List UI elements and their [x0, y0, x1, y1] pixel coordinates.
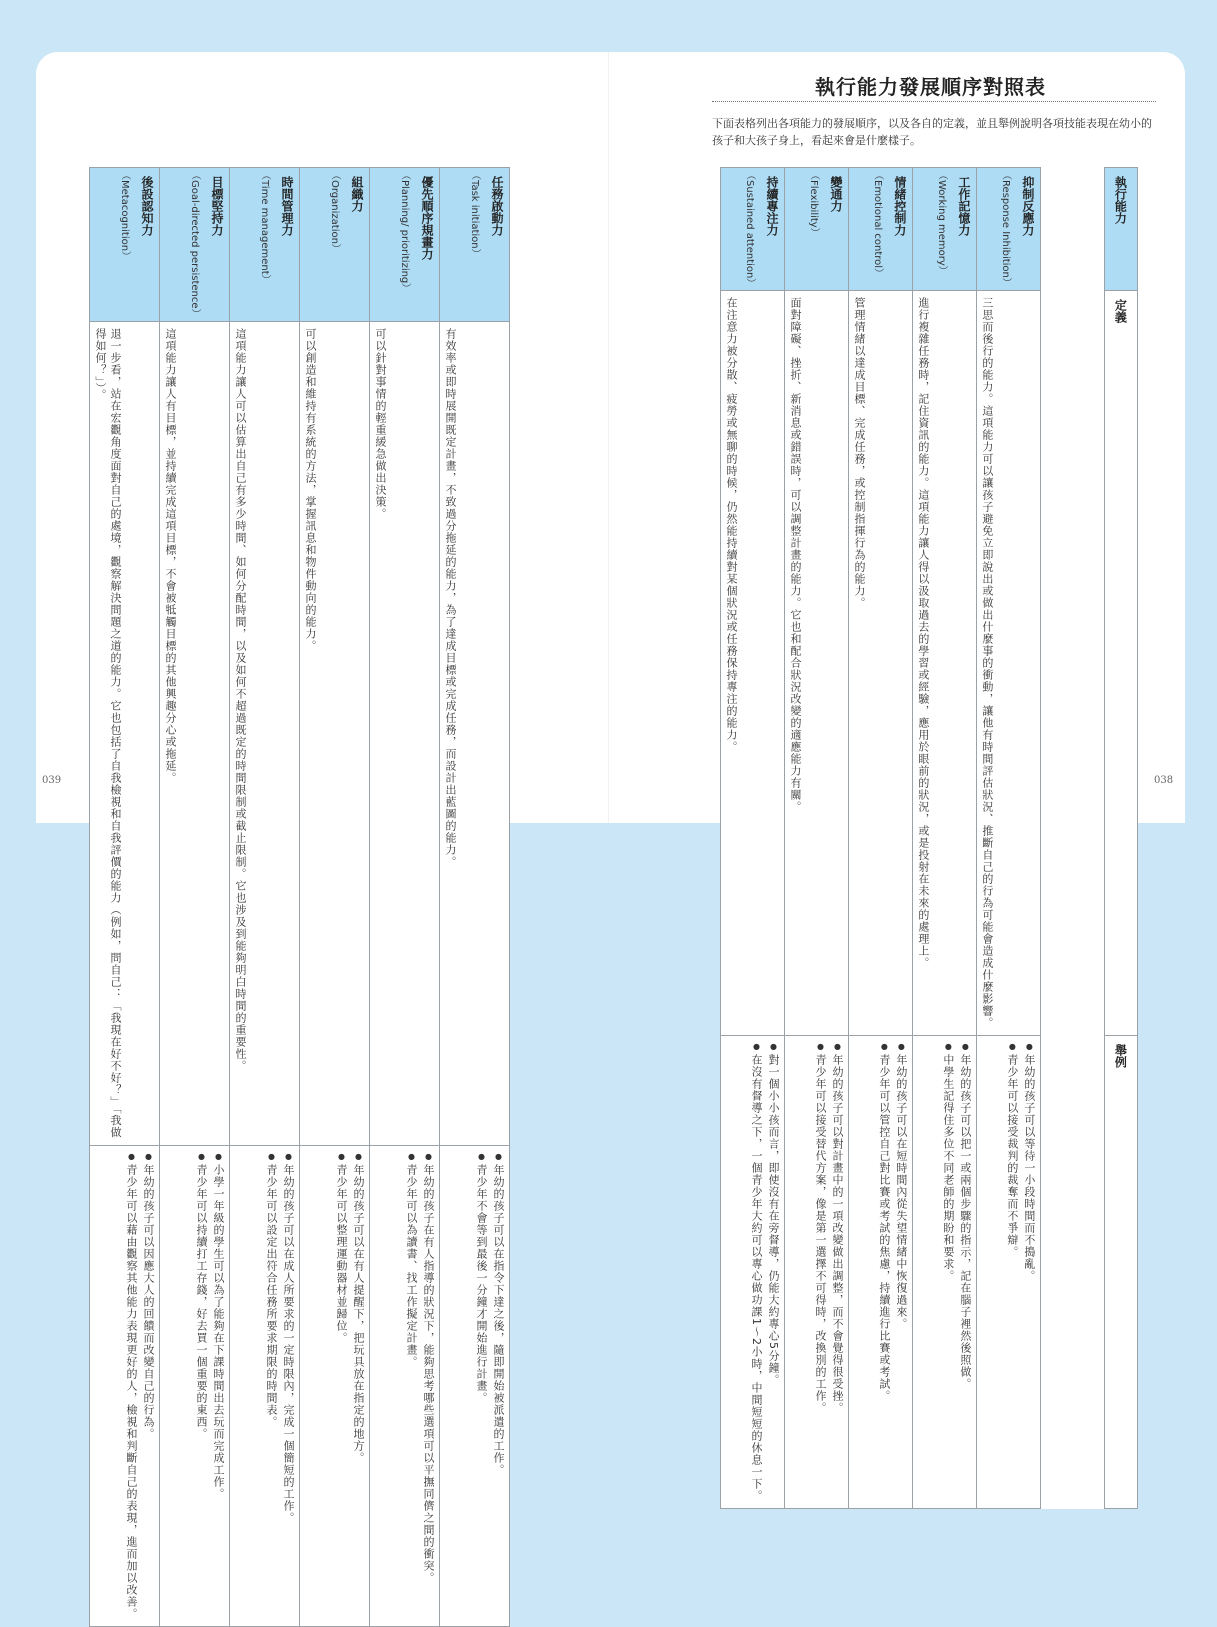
- right-example-1: [912, 1036, 976, 1509]
- right-skill-cell-1: 工作記憶力 （Working memory）: [912, 168, 976, 291]
- definition-line: 候，仍然能持續對某個狀況或任務保: [725, 477, 738, 669]
- left-example-1: [370, 1145, 440, 1626]
- example-item: ● 青少年可以為讀書、找工作擬定計畫。: [404, 1152, 419, 1584]
- page-number-right: 038: [1154, 775, 1173, 786]
- left-skill-cell-1: 優先順序規畫力 （Planning/ prioritizing）: [370, 168, 440, 322]
- right-example-0: [976, 1036, 1040, 1509]
- definition-line: 可以針對事情的輕重緩急做出決策。: [374, 328, 387, 520]
- definition-line: 訊息和物件動向的能力。: [304, 520, 317, 652]
- definition-line: 好？」「我做得如何？」）。: [94, 328, 122, 1139]
- definition-line: 過既定的時間限制或截止限制。它也: [234, 712, 247, 904]
- left-definition-1: [370, 321, 440, 1145]
- definition-line: 任務，而設計出藍圖的能力。: [444, 712, 457, 868]
- example-item: ● 年幼的孩子可以在短時間內從失望情緒中恢復過來。: [894, 1042, 909, 1402]
- right-skill-cell-2: 情緒控制力 （Emotional control）: [848, 168, 912, 291]
- example-item: ● 青少年可以持續打工存錢，好去買一個重要的東西。: [194, 1152, 209, 1500]
- example-item: ● 年幼的孩子可以在成人所要求的一定時限內，完成一個簡短的工作。: [281, 1152, 296, 1524]
- left-definition-0: [440, 321, 510, 1145]
- right-skill-cell-0: 抑制反應力 （Response Inhibition）: [976, 168, 1040, 291]
- definition-line: 這項能力讓人可以估算出自己有多少: [234, 328, 247, 520]
- intro-paragraph: 下面表格列出各項能力的發展順序，以及各自的定義，並且舉例說明各項技能表現在幼小的孩子和大孩子身上，看起來會是什麼樣子。: [712, 115, 1160, 149]
- example-item: ● 年幼的孩子可以在指令下達之後，隨即開始被派遣的工作。: [491, 1152, 506, 1476]
- definition-line: 時間、如何分配時間，以及如何不超: [234, 520, 247, 712]
- page-number-left: 039: [42, 775, 61, 786]
- left-definition-4: [160, 321, 230, 1145]
- example-item: ● 青少年可以藉由觀察其他能力表現更好的人，檢視和判斷自己的表現，進而加以改善。: [124, 1152, 139, 1620]
- left-skill-cell-3: 時間管理力 （Time management）: [230, 168, 300, 322]
- example-item: ● 青少年可以管控自己對比賽或考試的焦慮，持續進行比賽或考試。: [877, 1042, 892, 1402]
- header-definition: 定義: [1104, 291, 1137, 1036]
- left-example-5: [90, 1145, 160, 1626]
- left-example-2: [300, 1145, 370, 1626]
- left-example-4: [160, 1145, 230, 1626]
- left-definition-3: [230, 321, 300, 1145]
- definition-line: 進行複雜任務時，記住資訊的能力。: [917, 297, 930, 489]
- left-skill-cell-5: 後設認知力 （Metacognition）: [90, 168, 160, 322]
- definition-line: 也包括了自我檢視和自我評價的能力: [109, 712, 122, 904]
- left-definition-2: [300, 321, 370, 1145]
- left-example-0: [440, 1145, 510, 1626]
- example-item: ● 年幼的孩子可以因應大人的回饋而改變自己的行為。: [141, 1152, 156, 1620]
- left-example-3: [230, 1145, 300, 1626]
- definition-line: 控制指揮行為的能力。: [853, 489, 866, 609]
- definition-line: 可以創造和維持有系統的方法，掌握: [304, 328, 317, 520]
- definition-line: 在注意力被分散、疲勞或無聊的時: [725, 297, 738, 477]
- header-skill: 執行能力: [1104, 168, 1137, 291]
- example-item: ● 年幼的孩子可以對計畫中的一項改變做出調整，而不會覺得很受挫。: [830, 1042, 845, 1414]
- example-item: ● 青少年可以接受替代方案，像是第一選擇不可得時，改換別的工作。: [813, 1042, 828, 1414]
- definition-line: 面對障礙、挫折、新消息或錯誤時，: [789, 297, 802, 489]
- definition-line: 這項能力可以讓孩子避免立即說出或: [981, 405, 994, 597]
- title-divider: [712, 101, 1156, 102]
- definition-line: 分心或拖延。: [164, 712, 177, 784]
- definition-line: 這項能力讓人有目標，並持續完成這: [164, 328, 177, 520]
- definition-line: 況改變的適應能力有關。: [789, 681, 802, 813]
- right-definition-2: [848, 291, 912, 1036]
- definition-line: 管理情緒以達成目標、完成任務，或: [853, 297, 866, 489]
- definition-line: 持專注的能力。: [725, 669, 738, 753]
- definition-line: 可以調整計畫的能力。它也和配合狀: [789, 489, 802, 681]
- example-item: ● 小學一年級的學生可以為了能夠在下課時間出去玩而完成工作。: [211, 1152, 226, 1500]
- definition-line: 項目標，不會被牴觸目標的其他興趣: [164, 520, 177, 712]
- left-skill-cell-2: 組織力 （Organization）: [300, 168, 370, 322]
- definition-line: 做出什麼事的衝動，讓他有時間評估: [981, 597, 994, 789]
- right-example-4: [721, 1036, 785, 1509]
- definition-line: 有效率或即時展開既定計畫，不致過: [444, 328, 457, 520]
- example-item: ● 青少年可以整理運動器材並歸位。: [334, 1152, 349, 1464]
- page-title: 執行能力發展順序對照表: [815, 71, 1046, 100]
- right-skill-cell-3: 變通力 （Flexibility）: [784, 168, 848, 291]
- right-skill-cell-4: 持續專注力 （Sustained attention）: [721, 168, 785, 291]
- example-item: ● 青少年可以接受裁判的裁奪而不爭辯。: [1005, 1042, 1020, 1282]
- example-item: ● 年幼的孩子可以在有人提醒下，把玩具放在指定的地方。: [351, 1152, 366, 1464]
- definition-line: 狀況、推斷自己的行為可能會造成什: [981, 789, 994, 981]
- example-item: ● 年幼的孩子在有人指導的狀況下，能夠思考哪些選項可以平撫同儕之間的衝突。: [421, 1152, 436, 1584]
- example-item: ● 中學生記得住多位不同老師的期盼和要求。: [941, 1042, 956, 1390]
- definition-line: 經驗，應用於眼前的狀況，或是投射: [917, 681, 930, 873]
- definition-line: 在未來的處理上。: [917, 873, 930, 969]
- right-definition-4: [721, 291, 785, 1036]
- left-skill-cell-0: 任務啟動力 （Task initiation）: [440, 168, 510, 322]
- definition-line: 三思而後行的能力。: [981, 297, 994, 405]
- definition-line: （例如，問自己：「我現在好不: [109, 904, 122, 1072]
- right-table: [720, 167, 1138, 1509]
- right-definition-3: [784, 291, 848, 1036]
- right-definition-0: [976, 291, 1040, 1036]
- book-gutter: [608, 52, 609, 823]
- definition-line: 這項能力讓人得以汲取過去的學習或: [917, 489, 930, 681]
- definition-line: 分拖延的能力，為了達成目標或完成: [444, 520, 457, 712]
- definition-line: 處境，觀察解決問題之道的能力。它: [109, 520, 122, 712]
- example-item: ● 在沒有督導之下，一個青少年大約可以專心做功課1～2小時，中間短短的休息一下。: [749, 1042, 764, 1502]
- right-example-3: [784, 1036, 848, 1509]
- example-item: ● 青少年可以設定出符合任務所要求期限的時間表。: [264, 1152, 279, 1524]
- example-item: ● 青少年不會等到最後一分鐘才開始進行計畫。: [474, 1152, 489, 1476]
- right-example-2: [848, 1036, 912, 1509]
- left-skill-cell-4: 目標堅持力 （Goal-directed persistence）: [160, 168, 230, 322]
- example-item: ● 年幼的孩子可以等待一小段時間而不搗亂。: [1022, 1042, 1037, 1282]
- definition-line: 麼影響。: [981, 981, 994, 1029]
- example-item: ● 對一個小小孩而言，即使沒有在旁督導，仍能大約專心5分鐘。: [766, 1042, 781, 1502]
- header-example: 舉例: [1104, 1036, 1137, 1509]
- right-definition-1: [912, 291, 976, 1036]
- definition-line: 退一步看，站在宏觀角度面對自己的: [109, 328, 122, 520]
- left-table: [89, 167, 510, 1627]
- definition-line: 涉及到能夠明白時間的重要性。: [234, 904, 247, 1072]
- example-item: ● 年幼的孩子可以把一或兩個步驟的指示，記在腦子裡然後照做。: [958, 1042, 973, 1390]
- left-definition-5: [90, 321, 160, 1145]
